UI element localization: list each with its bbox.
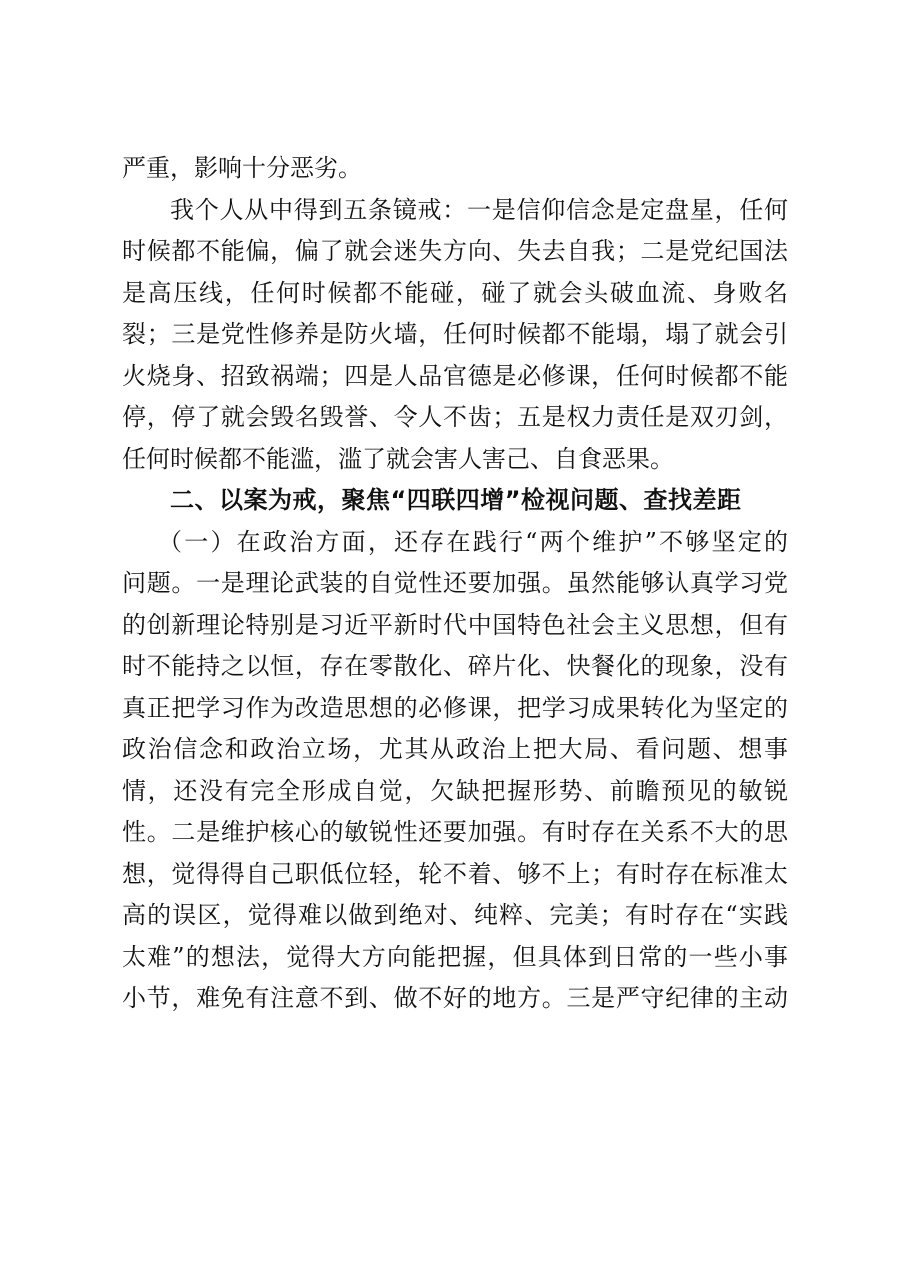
- section-heading: 二、以案为戒，聚焦“四联四增”检视问题、查找差距: [170, 486, 742, 514]
- text-line-21: 小节，难免有注意不到、做不好的地方。三是严守纪律的主动: [122, 984, 788, 1012]
- text-line-2: 我个人从中得到五条镜戒：一是信仰信念是定盘星，任何: [170, 195, 788, 224]
- text-line-8: 任何时候都不能滥，滥了就会害人害己、自食恶果。: [122, 444, 674, 473]
- text-line-4: 是高压线，任何时候都不能碰，碰了就会头破血流、身败名: [122, 278, 788, 307]
- text-line-1: 严重，影响十分恶劣。: [122, 154, 362, 182]
- text-line-6: 火烧身、招致祸端；四是人品官德是必修课，任何时候都不能: [122, 361, 788, 390]
- text-line-15: 政治信念和政治立场，尤其从政治上把大局、看问题、想事: [122, 735, 788, 763]
- text-line-16: 情，还没有完全形成自觉，欠缺把握形势、前瞻预见的敏锐: [122, 776, 788, 805]
- text-line-3: 时候都不能偏，偏了就会迷失方向、失去自我；二是党纪国法: [122, 237, 788, 265]
- text-line-19: 高的误区，觉得难以做到绝对、纯粹、完美；有时存在“实践: [122, 901, 788, 929]
- text-line-5: 裂；三是党性修养是防火墙，任何时候都不能塌，塌了就会引: [122, 320, 788, 348]
- text-line-20: 太难”的想法，觉得大方向能把握，但具体到日常的一些小事: [122, 942, 788, 971]
- text-line-17: 性。二是维护核心的敏锐性还要加强。有时存在关系不大的思: [122, 818, 788, 846]
- document-body: [122, 148, 788, 1020]
- text-line-11: 问题。一是理论武装的自觉性还要加强。虽然能够认真学习党: [122, 569, 788, 597]
- text-line-12: 的创新理论特别是习近平新时代中国特色社会主义思想，但有: [122, 610, 788, 639]
- text-line-10: （一）在政治方面，还存在践行“两个维护”不够坚定的: [158, 527, 788, 556]
- text-line-7: 停，停了就会毁名毁誉、令人不齿；五是权力责任是双刃剑，: [122, 403, 788, 431]
- text-line-14: 真正把学习作为改造思想的必修课，把学习成果转化为坚定的: [122, 693, 788, 722]
- text-line-18: 想，觉得得自己职低位轻，轮不着、够不上；有时存在标准太: [122, 859, 788, 888]
- text-line-13: 时不能持之以恒，存在零散化、碎片化、快餐化的现象，没有: [122, 652, 788, 680]
